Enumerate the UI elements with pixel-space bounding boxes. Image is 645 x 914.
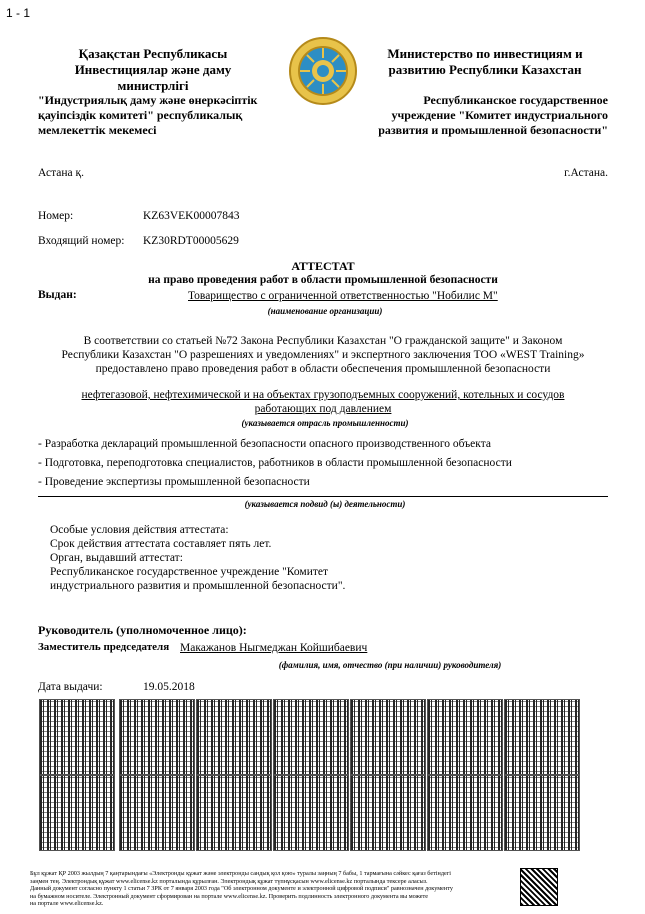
page-number: 1 - 1 <box>6 6 31 20</box>
qr-code <box>196 699 272 775</box>
city-left: Астана қ. <box>38 167 84 179</box>
footer-legal-text <box>30 870 518 908</box>
number-label: Номер: <box>38 210 74 222</box>
conditions-line-3: Орган, выдавший аттестат: <box>50 552 183 564</box>
activities-caption: (указывается подвид (ы) деятельности) <box>244 499 406 509</box>
qr-code <box>427 775 503 851</box>
document-title: АТТЕСТАТ <box>291 259 355 273</box>
qr-code <box>350 775 426 851</box>
activity-1: - Разработка деклараций промышленной безопасности опасного производственного объекта <box>38 438 491 450</box>
header-right-sub-1: Республиканское государственное <box>423 93 608 107</box>
industry-text <box>30 388 616 416</box>
industry-line-2: работающих под давлением <box>254 403 392 415</box>
header-right-line-1: Министерство по инвестициям и <box>387 46 583 61</box>
qr-code <box>273 699 349 775</box>
conditions-block <box>50 523 550 593</box>
header-right-sub-3: развития и промышленной безопасности" <box>378 123 608 137</box>
header-left <box>38 46 268 94</box>
number-value: KZ63VEK00007843 <box>143 210 240 222</box>
conditions-line-4: Республиканское государственное учреждение "Комитет <box>50 566 329 578</box>
qr-code <box>119 775 195 851</box>
header-right-sub <box>360 93 608 138</box>
basis-text <box>30 334 616 376</box>
state-emblem <box>288 36 358 106</box>
footer-line-5: на портале www.elicense.kz. <box>30 900 104 907</box>
qr-code <box>39 699 115 775</box>
footer-line-1: Бұл құжат ҚР 2003 жылдың 7 қаңтарындағы «Электронды құжат және электронды сандық қол қою» туралы заңның 7 бабы, 1 тармағына сәйкес қағаз бетіндегі <box>30 870 451 877</box>
incoming-number-label: Входящий номер: <box>38 235 125 247</box>
qr-code <box>427 699 503 775</box>
footer-line-2: заңмен тең. Электрондық құжат www.elicense.kz порталында құрылған. Электрондық құжат түпнұсқасын www.elicense.kz порталында тексере аласыз. <box>30 877 428 885</box>
name-caption: (фамилия, имя, отчество (при наличии) руководителя) <box>278 660 502 670</box>
header-left-line-2: Инвестициялар және даму министрлігі <box>74 62 232 93</box>
city-right: г.Астана. <box>564 167 608 179</box>
header-left-sub-2: қауіпсіздік комитеті" республикалық <box>38 108 243 122</box>
qr-code <box>196 775 272 851</box>
header-right <box>370 46 600 78</box>
qr-code <box>504 699 580 775</box>
basis-line-2: Республики Казахстан "О разрешениях и уведомлениях" и экспертного заключения ТОО «WEST Training» <box>61 349 585 361</box>
footer-qr-code <box>520 868 558 906</box>
date-value: 19.05.2018 <box>143 681 195 693</box>
activity-3: - Проведение экспертизы промышленной безопасности <box>38 476 310 488</box>
header-right-sub-2: учреждение "Комитет индустриального <box>391 108 608 122</box>
conditions-line-5: индустриального развития и промышленной безопасности". <box>50 580 346 592</box>
document-subtitle: на право проведения работ в области промышленной безопасности <box>148 274 498 286</box>
header-left-sub-3: мемлекеттік мекемесі <box>38 123 157 137</box>
industry-caption: (указывается отрасль промышленности) <box>241 418 409 428</box>
qr-code <box>273 775 349 851</box>
footer-line-4: на бумажном носителе. Электронный документ сформирован на портале www.elicense.kz. Проверить подлинность электронного документа вы можете <box>30 892 428 900</box>
header-left-sub-1: "Индустриялық даму және өнеркәсіптік <box>38 93 258 107</box>
org-caption: (наименование организации) <box>267 306 383 316</box>
head-label: Руководитель (уполномоченное лицо): <box>38 623 247 637</box>
basis-line-3: предоставлено право проведения работ в области обеспечения промышленной безопасности <box>95 363 551 375</box>
qr-code <box>119 699 195 775</box>
issued-to: Товарищество с ограниченной ответственностью "Нобилис М" <box>188 290 498 302</box>
issued-label: Выдан: <box>38 289 77 301</box>
date-label: Дата выдачи: <box>38 681 103 693</box>
activity-2: - Подготовка, переподготовка специалистов, работников в области промышленной безопасности <box>38 457 512 469</box>
deputy-label: Заместитель председателя <box>38 641 170 653</box>
activities-rule <box>38 496 608 497</box>
conditions-line-2: Срок действия аттестата составляет пять лет. <box>50 538 272 550</box>
qr-code <box>504 775 580 851</box>
footer-line-3: Данный документ согласно пункту 1 статьи 7 ЗРК от 7 января 2003 года "Об электронном документе и электронной цифровой подписи" равнозначен документу <box>30 885 453 892</box>
header-right-line-2: развитию Республики Казахстан <box>388 62 582 77</box>
industry-line-1: нефтегазовой, нефтехимической и на объектах грузоподъемных сооружений, котельных и сосудов <box>81 389 565 401</box>
qr-code <box>350 699 426 775</box>
incoming-number-value: KZ30RDT00005629 <box>143 235 239 247</box>
conditions-line-1: Особые условия действия аттестата: <box>50 524 229 536</box>
basis-line-1: В соответствии со статьей №72 Закона Республики Казахстан "О гражданской защите" и Законом <box>83 335 563 347</box>
header-left-line-1: Қазақстан Республикасы <box>78 46 228 61</box>
qr-code <box>39 775 115 851</box>
header-left-sub <box>38 93 278 138</box>
deputy-name: Макажанов Ныгмеджан Койшибаевич <box>180 642 368 654</box>
